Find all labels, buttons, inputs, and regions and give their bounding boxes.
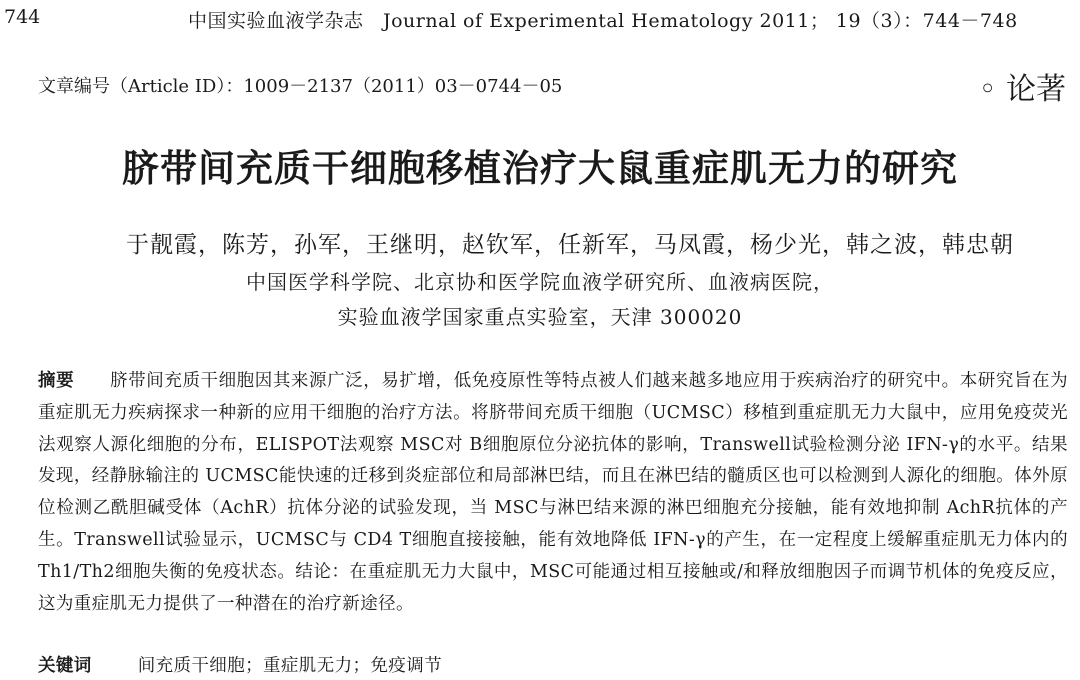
keywords-label: 关键词 [38,656,92,676]
keywords [38,652,442,677]
journal-header: 中国实验血液学杂志 Journal of Experimental Hematology 2011； 19（3）：744－748 [188,10,1018,32]
abstract-text: 脐带间充质干细胞因其来源广泛，易扩增，低免疫原性等特点被人们越来越多地应用于疾病治疗的研究中。本研究旨在为重症肌无力疾病探求一种新的应用干细胞的治疗方法。将脐带间充质干细胞（UCMSC）移植到重症肌无力大鼠中，应用免疫荧光法观察人源化细胞的分布，ELISPOT法观察 MSC对 B细胞原位分泌抗体的影响，Transwell试验检测分泌 IFN-γ的水平。结果发现，经静脉输注的 UCMSC能快速的迁移到炎症部位和局部淋巴结，而且在淋巴结的髓质区也可以检测到人源化的细胞。体外原位检测乙酰胆碱受体（AchR）抗体分泌的试验发现，当 MSC与淋巴结来源的淋巴细胞充分接触，能有效地抑制 AchR抗体的产生。Transwell试验显示，UCMSC与 CD4 T细胞直接接触，能有效地降低 IFN-γ的产生，在一定程度上缓解重症肌无力体内的 Th1/Th2细胞失衡的免疫状态。结论：在重症肌无力大鼠中，MSC可能通过相互接触或/和释放细胞因子而调节机体的免疫反应，这为重症肌无力提供了一种潜在的治疗新途径。 [38,371,1068,614]
affiliation-line-2: 实验血液学国家重点实验室，天津 300020 [337,305,743,329]
page-number: 744 [4,6,41,28]
abstract [38,366,1068,620]
article-title: 脐带间充质干细胞移植治疗大鼠重症肌无力的研究 [122,147,958,190]
abstract-label: 摘要 [38,371,75,391]
keywords-text: 间充质干细胞；重症肌无力；免疫调节 [137,656,443,676]
affiliation-line-1: 中国医学科学院、北京协和医学院血液学研究所、血液病医院， [246,270,834,294]
author-list: 于靓霞，陈芳，孙军，王继明，赵钦军，任新军，马凤霞，杨少光，韩之波，韩忠朝 [126,232,1014,258]
article-id: 文章编号（Article ID）：1009－2137（2011）03－0744－05 [38,76,563,97]
article-category: ◦ 论著 [978,72,1066,107]
